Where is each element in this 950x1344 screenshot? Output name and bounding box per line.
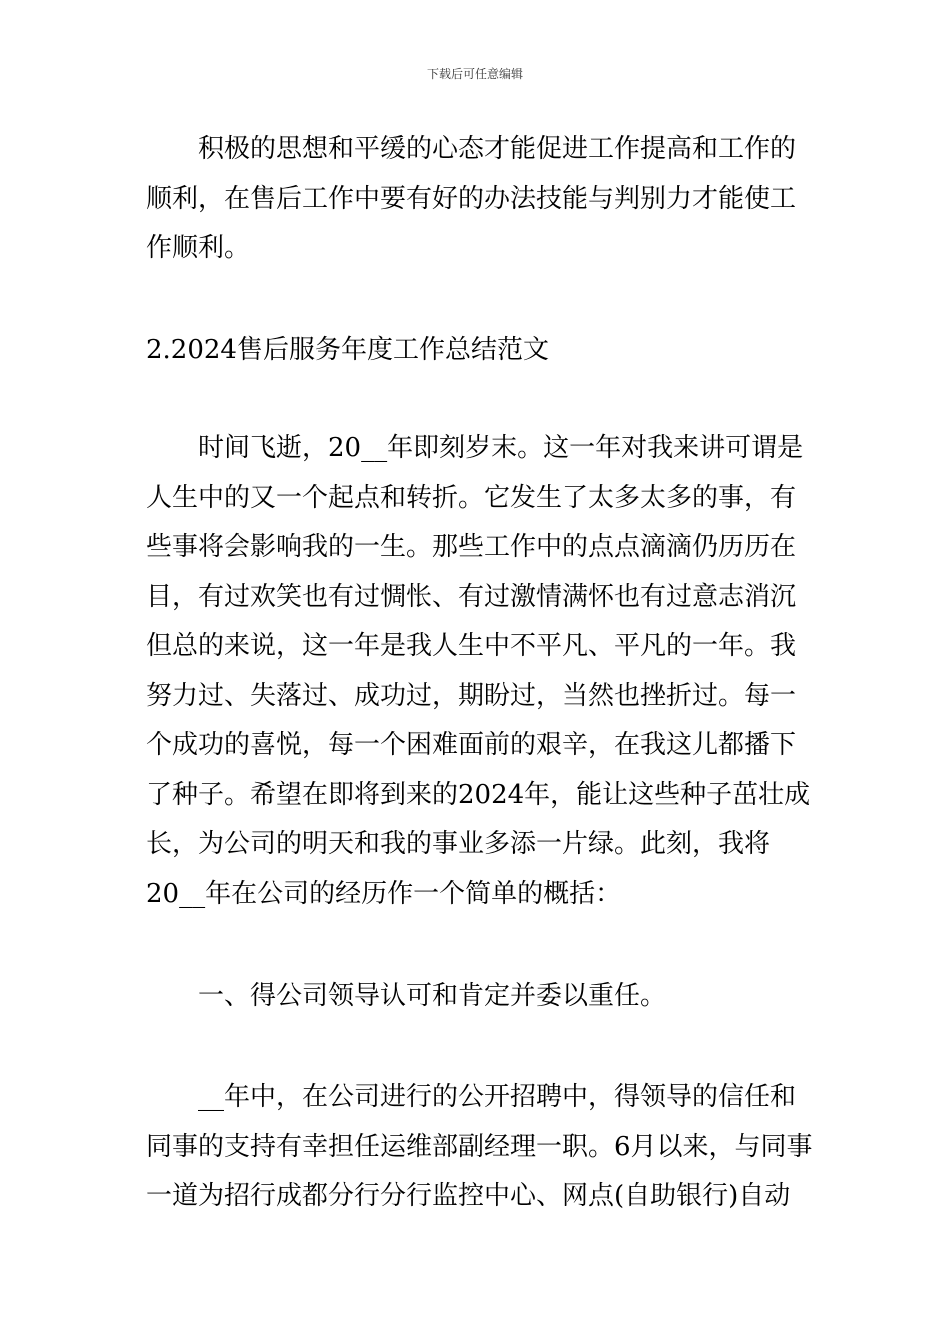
- paragraph-line: 时间飞逝，20__年即刻岁末。这一年对我来讲可谓是: [146, 433, 804, 463]
- paragraph-line: __年中，在公司进行的公开招聘中，得领导的信任和: [146, 1082, 797, 1112]
- paragraph-line: 顺利，在售后工作中要有好的办法技能与判别力才能使工: [146, 184, 797, 214]
- paragraph-line: 作顺利。: [146, 233, 251, 263]
- paragraph-line: 了种子。希望在即将到来的2024年，能让这些种子茁壮成: [146, 780, 811, 810]
- paragraph-line: 努力过、失落过、成功过，期盼过，当然也挫折过。每一: [146, 681, 797, 711]
- section-heading: 2.2024售后服务年度工作总结范文: [146, 335, 549, 365]
- paragraph-line: 积极的思想和平缓的心态才能促进工作提高和工作的: [146, 134, 797, 164]
- paragraph-line: 些事将会影响我的一生。那些工作中的点点滴滴仍历历在: [146, 532, 797, 562]
- paragraph-line: 但总的来说，这一年是我人生中不平凡、平凡的一年。我: [146, 631, 797, 661]
- paragraph-line: 人生中的又一个起点和转折。它发生了太多太多的事，有: [146, 483, 797, 513]
- list-heading: 一、得公司领导认可和肯定并委以重任。: [146, 981, 667, 1011]
- paragraph-line: 目，有过欢笑也有过惆怅、有过激情满怀也有过意志消沉: [146, 582, 797, 612]
- paragraph-line: 一道为招行成都分行分行监控中心、网点(自助银行)自动: [146, 1181, 791, 1211]
- paragraph-line: 20__年在公司的经历作一个简单的概括：: [146, 879, 622, 909]
- page-header: 下载后可任意编辑: [426, 67, 523, 81]
- paragraph-line: 同事的支持有幸担任运维部副经理一职。6月以来，与同事: [146, 1132, 813, 1162]
- paragraph-line: 个成功的喜悦，每一个困难面前的艰辛，在我这儿都播下: [146, 730, 797, 760]
- paragraph-line: 长，为公司的明天和我的事业多添一片绿。此刻，我将: [146, 829, 771, 859]
